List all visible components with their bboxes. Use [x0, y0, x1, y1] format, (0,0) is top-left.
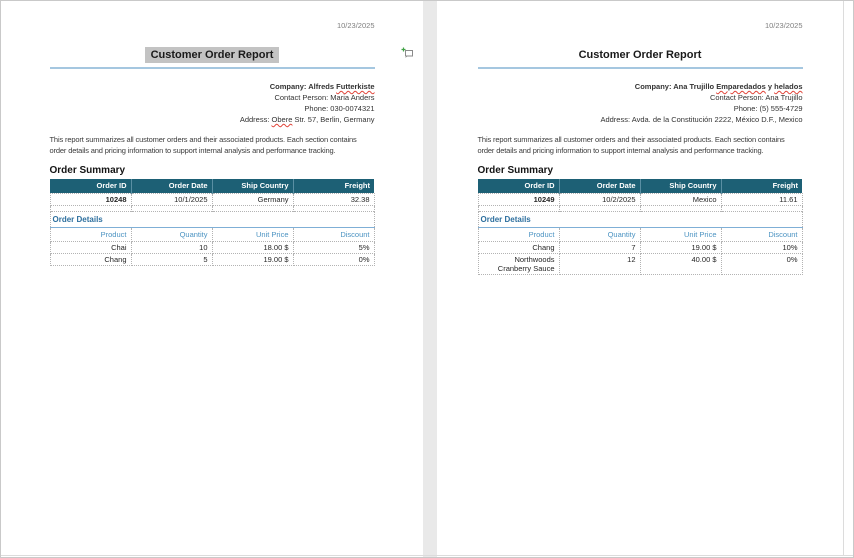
address-line: [50, 114, 375, 125]
page-2: [437, 1, 843, 555]
details-data-row: [50, 253, 374, 265]
company-label: Company: Alfreds: [269, 82, 337, 91]
address-line: Address: Avda. de la Constitución 2222, México D.F., Mexico: [600, 115, 803, 124]
col-header-ship-country: Ship Country: [212, 179, 293, 193]
col-header-unit-price: Unit Price: [212, 227, 293, 241]
summary-header-row: [478, 179, 802, 193]
phone-line: Phone: (5) 555-4729: [733, 104, 803, 113]
col-header-freight: Freight: [721, 179, 802, 193]
details-header-row: [478, 227, 802, 241]
order-table: [50, 179, 375, 266]
col-header-discount: Discount: [721, 227, 802, 241]
company-name-middle: y: [765, 82, 775, 91]
report-title[interactable]: Customer Order Report: [145, 47, 280, 63]
address-misspelled: Obere: [271, 115, 293, 124]
intro-paragraph: This report summarizes all customer orders and their associated products. Each section contains order details and pricing information to support internal analysis and performance tracking.: [477, 135, 785, 155]
cell-discount: 0%: [293, 253, 374, 265]
details-data-row: [478, 253, 802, 274]
cell-unit-price: 18.00 $: [212, 241, 293, 253]
cell-discount: 0%: [721, 253, 802, 274]
col-header-order-id: Order ID: [50, 179, 131, 193]
cell-discount: 5%: [293, 241, 374, 253]
comment-bubble-glyph: [401, 47, 414, 60]
company-name-misspelled: Futterkiste: [336, 82, 375, 91]
title-row: [478, 47, 803, 62]
cell-quantity: 5: [131, 253, 212, 265]
col-header-ship-country: Ship Country: [640, 179, 721, 193]
cell-product: Chang: [478, 241, 559, 253]
title-rule: [50, 67, 375, 69]
title-rule: [478, 67, 803, 69]
col-header-quantity: Quantity: [131, 227, 212, 241]
company-label: Company: Ana Trujillo: [634, 82, 717, 91]
cell-order-date: 10/2/2025: [559, 193, 640, 205]
details-data-row: [478, 241, 802, 253]
company-line: [50, 81, 375, 92]
add-comment-icon[interactable]: [401, 47, 414, 60]
company-name-misspelled: Emparedados: [716, 82, 766, 91]
cell-product: Chang: [50, 253, 131, 265]
report-title[interactable]: Customer Order Report: [578, 49, 702, 61]
intro-paragraph: This report summarizes all customer orders and their associated products. Each section contains order details and pricing information to support internal analysis and performance tracking.: [49, 135, 357, 155]
title-row: [50, 47, 375, 62]
cell-order-date: 10/1/2025: [131, 193, 212, 205]
cell-product: Northwoods Cranberry Sauce: [478, 253, 559, 274]
order-details-heading: Order Details: [50, 211, 374, 227]
company-line: [478, 81, 803, 92]
cell-unit-price: 19.00 $: [640, 241, 721, 253]
contact-line: Contact Person: Ana Trujillo: [709, 93, 803, 102]
company-info: [50, 81, 375, 125]
contact-line: Contact Person: Maria Anders: [274, 93, 375, 102]
header-date: 10/23/2025: [764, 21, 803, 30]
cell-ship-country: Mexico: [640, 193, 721, 205]
page-gap: [423, 1, 437, 557]
page-1: [1, 1, 423, 555]
cell-unit-price: 19.00 $: [212, 253, 293, 265]
col-header-order-id: Order ID: [478, 179, 559, 193]
company-info: [478, 81, 803, 125]
col-header-freight: Freight: [293, 179, 374, 193]
cell-freight: 11.61: [721, 193, 802, 205]
cell-product: Chai: [50, 241, 131, 253]
bottom-page-edge: [1, 555, 853, 556]
cell-order-id: 10248: [50, 193, 131, 205]
cell-quantity: 10: [131, 241, 212, 253]
address-rest: Str. 57, Berlin, Germany: [292, 115, 375, 124]
summary-data-row: [478, 193, 802, 205]
col-header-unit-price: Unit Price: [640, 227, 721, 241]
col-header-order-date: Order Date: [131, 179, 212, 193]
col-header-order-date: Order Date: [559, 179, 640, 193]
order-details-heading: Order Details: [478, 211, 802, 227]
cell-discount: 10%: [721, 241, 802, 253]
cell-ship-country: Germany: [212, 193, 293, 205]
order-details-heading-row: [478, 211, 802, 227]
header-date: 10/23/2025: [336, 21, 375, 30]
cell-unit-price: 40.00 $: [640, 253, 721, 274]
summary-data-row: [50, 193, 374, 205]
cell-order-id: 10249: [478, 193, 559, 205]
order-summary-heading: Order Summary: [49, 165, 126, 176]
order-summary-heading: Order Summary: [477, 165, 554, 176]
address-label: Address:: [239, 115, 272, 124]
order-details-heading-row: [50, 211, 374, 227]
phone-line: Phone: 030-0074321: [304, 104, 375, 113]
details-data-row: [50, 241, 374, 253]
company-name-misspelled: helados: [774, 82, 803, 91]
order-table: [478, 179, 803, 275]
col-header-product: Product: [50, 227, 131, 241]
cell-freight: 32.38: [293, 193, 374, 205]
summary-header-row: [50, 179, 374, 193]
cell-quantity: 12: [559, 253, 640, 274]
col-header-product: Product: [478, 227, 559, 241]
col-header-discount: Discount: [293, 227, 374, 241]
cell-quantity: 7: [559, 241, 640, 253]
col-header-quantity: Quantity: [559, 227, 640, 241]
details-header-row: [50, 227, 374, 241]
right-page-edge: [843, 1, 844, 555]
